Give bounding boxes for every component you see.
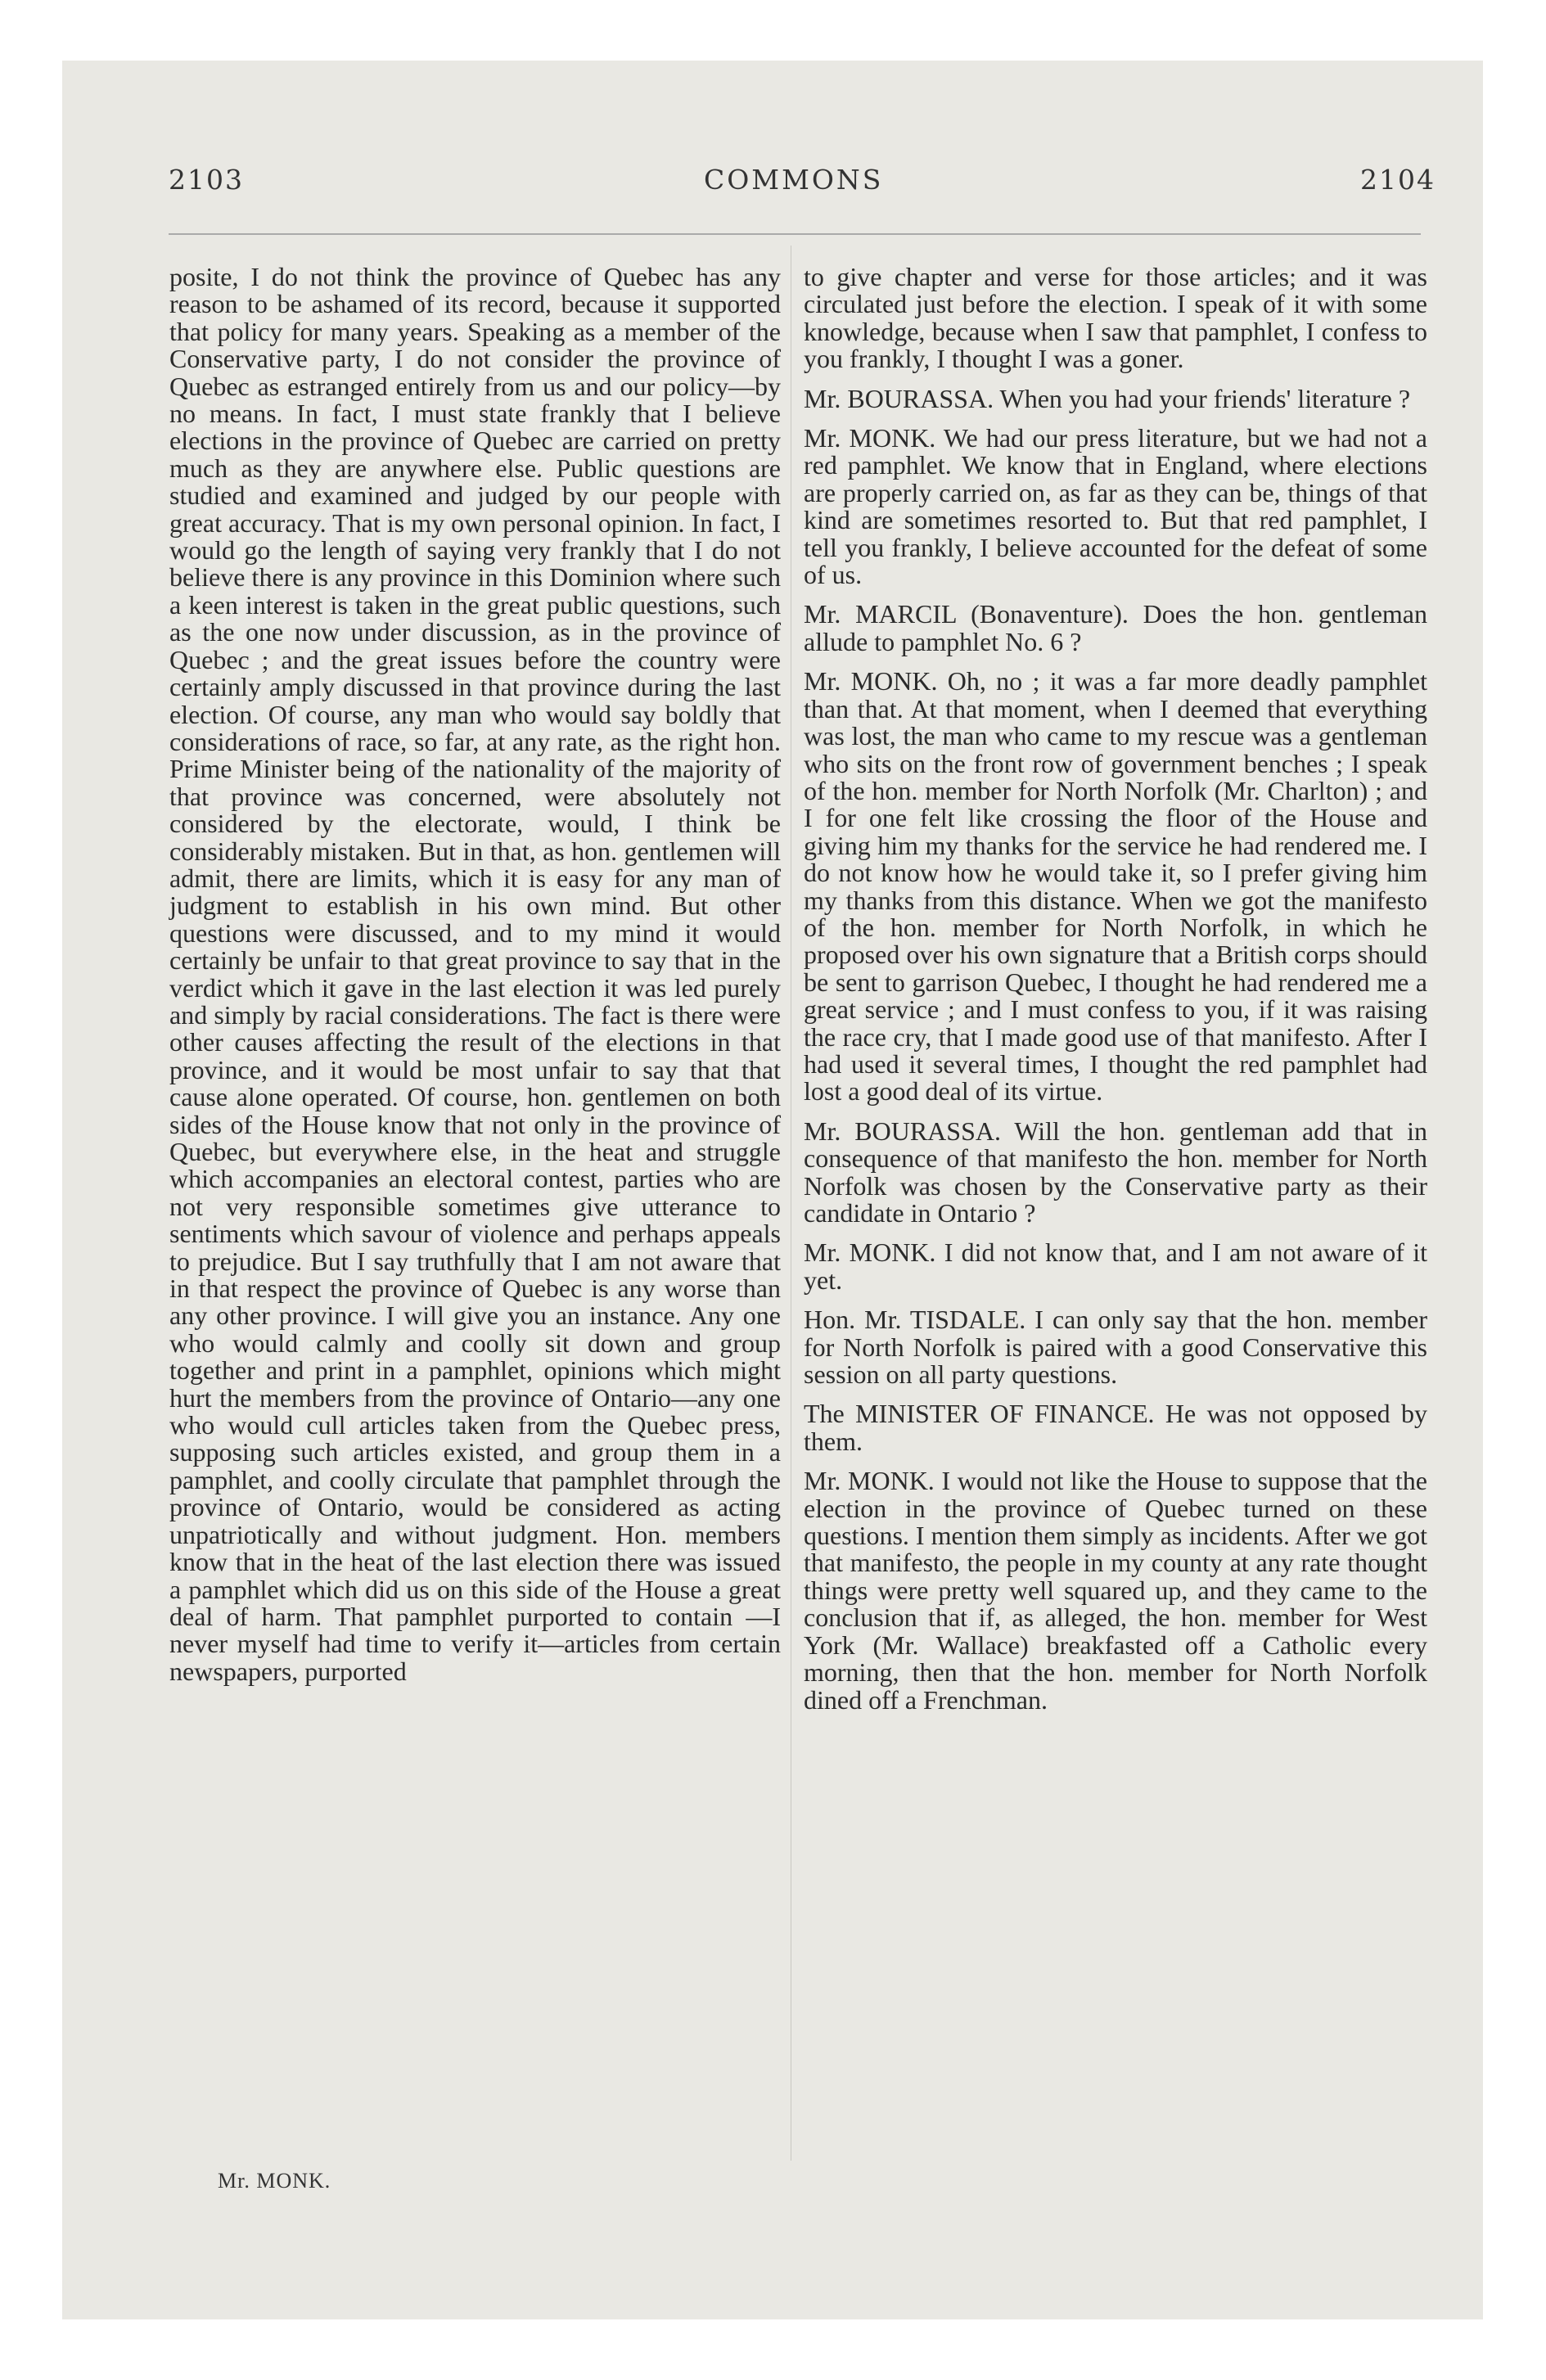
paragraph: Mr. MONK. We had our press literature, but we had not a red pamphlet. We know that in England, where elections are properly carried on, as far as they can be, things of that kind are sometimes resorted to. But that red pamphlet, I tell you frankly, I believe accounted for the defeat of some of us. xyxy=(804,423,1427,590)
paragraph: Hon. Mr. TISDALE. I can only say that the hon. member for North Norfolk is paired with a good Conservative this session on all party questions. xyxy=(804,1305,1427,1390)
left-column xyxy=(169,264,781,1697)
paragraph: The MINISTER OF FINANCE. He was not opposed by them. xyxy=(804,1399,1427,1456)
paragraph: Mr. BOURASSA. Will the hon. gentleman add that in consequence of that manifesto the hon. member for North Norfolk was chosen by the Conservative party as their candidate in Ontario ? xyxy=(804,1116,1427,1228)
paragraph: Mr. BOURASSA. When you had your friends' literature ? xyxy=(804,383,1411,413)
page-number-left: 2103 xyxy=(169,164,244,196)
running-title: COMMONS xyxy=(704,164,884,196)
page-header xyxy=(0,164,1546,213)
paragraph: Mr. MONK. Oh, no ; it was a far more deadly pamphlet than that. At that moment, when I deemed that everything was lost, the man who came to my rescue was a gentleman who sits on the front row of government benches ; I speak of the hon. member for North Norfolk (Mr. Charlton) ; and I for one felt like crossing the floor of the House and giving him my thanks for the service he had rendered me. I do not know how he would take it, so I prefer giving him my thanks from this distance. When we got the manifesto of the hon. member for North Norfolk, in which he proposed over his own signature that a British corps should be sent to garrison Quebec, I thought he had rendered me a great service ; and I must confess to you, if it was raising the race cry, that I made good use of that manifesto. After I had used it several times, I thought the red pamphlet had lost a good deal of its virtue. xyxy=(804,666,1427,1107)
paragraph: Mr. MONK. I would not like the House to suppose that the election in the province of Quebec turned on these questions. I mention them simply as incidents. After we got that manifesto, the people in my county at any rate thought things were pretty well squared up, and they came to the conclusion that if, as alleged, the hon. member for West York (Mr. Wallace) breakfasted off a Catholic every morning, then that the hon. member for North Norfolk dined off a Frenchman. xyxy=(804,1466,1427,1715)
right-column xyxy=(804,264,1427,1726)
footer-speaker: Mr. MONK. xyxy=(218,2169,331,2193)
paragraph: to give chapter and verse for those articles; and it was circulated just before the election. I speak of it with some knowledge, because when I saw that pamphlet, I confess to you frankly, I thought I was a goner. xyxy=(804,262,1427,374)
paragraph: Mr. MONK. I did not know that, and I am not aware of it yet. xyxy=(804,1237,1427,1295)
paragraph: posite, I do not think the province of Quebec has any reason to be ashamed of its record, because it supported that policy for many years. Speaking as a member of the Conservative party, I do not consider the province of Quebec as estranged entirely from us and our policy—by no means. In fact, I must state frankly that I believe elections in the province of Quebec are carried on pretty much as they are anywhere else. Public questions are studied and examined and judged by our people with great accuracy. That is my own personal opinion. In fact, I would go the length of saying very frankly that I do not believe there is any province in this Dominion where such a keen interest is taken in the great public questions, such as the one now under discussion, as in the province of Quebec ; and the great issues before the country were certainly amply discussed in that province during the last election. Of course, any man who would say boldly that considerations of race, so far, at any rate, as the right hon. Prime Minister being of the nationality of the majority of that province was concerned, were absolutely not considered by the electorate, would, I think be considerably mistaken. But in that, as hon. gentlemen will admit, there are limits, which it is easy for any man of judgment to establish in his own mind. But other questions were discussed, and to my mind it would certainly be unfair to that great province to say that in the verdict which it gave in the last election it was led purely and simply by racial considerations. The fact is there were other causes affecting the result of the elections in that province, and it would be most unfair to say that that cause alone operated. Of course, hon. gentlemen on both sides of the House know that not only in the province of Quebec, but everywhere else, in the heat and struggle which accompanies an electoral contest, parties who are not very responsible sometimes give utterance to sentiments which savour of violence and perhaps appeals to prejudice. But I say truthfully that I am not aware that in that respect the province of Quebec is any worse than any other province. I will give you an instance. Any one who would calmly and coolly sit down and group together and print in a pamphlet, opinions which might hurt the members from the province of Ontario—any one who would cull articles taken from the Quebec press, supposing such articles existed, and group them in a pamphlet, and coolly circulate that pamphlet through the province of Ontario, would be considered as acting unpatriotically and without judgment. Hon. members know that in the heat of the last election there was issued a pamphlet which did us on this side of the House a great deal of harm. That pamphlet purported to contain —I never myself had time to verify it—articles from certain newspapers, purported xyxy=(169,262,781,1686)
page-number-right: 2104 xyxy=(1360,164,1436,196)
header-rule xyxy=(169,233,1421,235)
paragraph: Mr. MARCIL (Bonaventure). Does the hon. gentleman allude to pamphlet No. 6 ? xyxy=(804,599,1427,656)
